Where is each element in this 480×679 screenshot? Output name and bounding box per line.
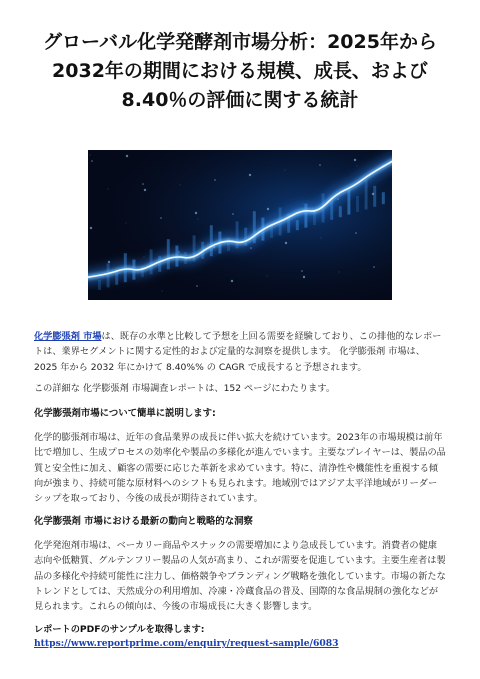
hero-sparkle [354, 159, 356, 161]
hero-sparkle [91, 160, 93, 162]
hero-sparkle [319, 164, 321, 166]
hero-bar [373, 186, 376, 207]
hero-sparkle [126, 155, 128, 157]
glowing-rising-line-chart-icon [88, 150, 392, 300]
hero-sparkle [267, 208, 269, 210]
hero-sparkle [301, 270, 303, 272]
hero-bar [296, 220, 299, 230]
hero-sparkle [214, 179, 216, 181]
section-2-text: 化学発泡剤市場は、ベーカリー商品やスナックの需要増加により急成長しています。消費者の健康志向や低糖質、グルテンフリー製品の人気が高まり、これが需要を促進しています。主要生産者は製品の多様化や持続可能性に注力し、価格競争やブランディング戦略を強化しています。市場の新たなトレンドとしては、天然成分の利用増加、冷凍・冷蔵食品の普及、国際的な食品規制の強化などが見られます。これらの傾向は、今後の市場成長に大きく影響します。 [34, 540, 446, 613]
hero-bar [382, 192, 385, 204]
hero-sparkle [339, 272, 340, 273]
hero-sparkle [303, 276, 305, 278]
hero-sparkle [144, 189, 146, 191]
hero-sparkle [108, 189, 109, 190]
sample-request-label: レポートのPDFのサンプルを取得します: [34, 624, 205, 635]
hero-sparkle [355, 232, 357, 234]
hero-sparkle [196, 285, 198, 287]
hero-sparkle [249, 174, 251, 176]
sample-request [34, 623, 446, 651]
hero-sparkle [357, 166, 358, 167]
hero-sparkle [90, 155, 91, 156]
hero-sparkle [126, 223, 127, 224]
hero-sparkle [180, 185, 181, 186]
hero-sparkle [160, 217, 162, 219]
title-line-1: グローバル化学発酵剤市場分析：2025年から [43, 31, 437, 53]
market-link[interactable]: 化学膨張剤 市場 [34, 331, 102, 342]
hero-sparkle [108, 261, 110, 263]
sample-request-link[interactable]: https://www.reportprime.com/enquiry/request-sample/6083 [34, 638, 339, 649]
intro-paragraph [34, 329, 446, 375]
intro-text: は、既存の水準と比較して予想を上回る需要を経験しており、この排他的なレポートは、業界セグメントに関する定性的および定量的な洞察を提供します。 化学膨張剤 市場は、2025 年から 2032 年にかけて 8.40%% の CAGR で成長すると予想されます。 [34, 331, 442, 373]
page-title [20, 28, 460, 115]
hero-sparkle [232, 213, 234, 215]
title-line-2: 2032年の期間における規模、成長、および [52, 60, 428, 82]
hero-sparkle [373, 266, 375, 268]
hero-sparkle [142, 183, 144, 185]
hero-sparkle [372, 193, 374, 195]
section-1-heading: 化学膨張剤市場について簡単に説明します: [34, 408, 216, 419]
hero-sparkle [267, 276, 268, 277]
section-1-text: 化学的膨張剤市場は、近年の食品業界の成長に伴い拡大を続けています。2023年の市場規模は前年比で増加し、生成プロセスの効率化や製品の多様化が進んでいます。主要なプレイヤーは、製品の品質と安全性に加え、顧客の需要に応じた革新を求めています。特に、清浄性や機能性を重視する傾向が強まり、持続可能な原材料へのシフトも見られます。地域別ではアジア太平洋地域がリーダーシップを取っており、今後の成長が期待されています。 [34, 432, 446, 505]
hero-sparkle [195, 212, 197, 214]
hero-sparkle [162, 291, 163, 292]
hero-sparkle [144, 257, 145, 258]
hero-bar [339, 206, 342, 217]
hero-sparkle [231, 280, 233, 282]
title-line-3: 8.40％の評価に関する統計 [121, 89, 359, 111]
pages-note: この詳細な 化学膨張剤 市場調査レポートは、152 ページにわたります。 [34, 383, 336, 394]
hero-image [88, 150, 392, 300]
hero-sparkle [321, 238, 322, 239]
section-2-heading: 化学膨張剤 市場における最新の動向と戦略的な洞察 [34, 516, 253, 527]
hero-sparkle [285, 242, 287, 244]
hero-sparkle [285, 170, 286, 171]
hero-bar [356, 196, 359, 212]
hero-sparkle [250, 247, 252, 249]
hero-sparkle [198, 219, 199, 220]
hero-sparkle [90, 227, 92, 229]
